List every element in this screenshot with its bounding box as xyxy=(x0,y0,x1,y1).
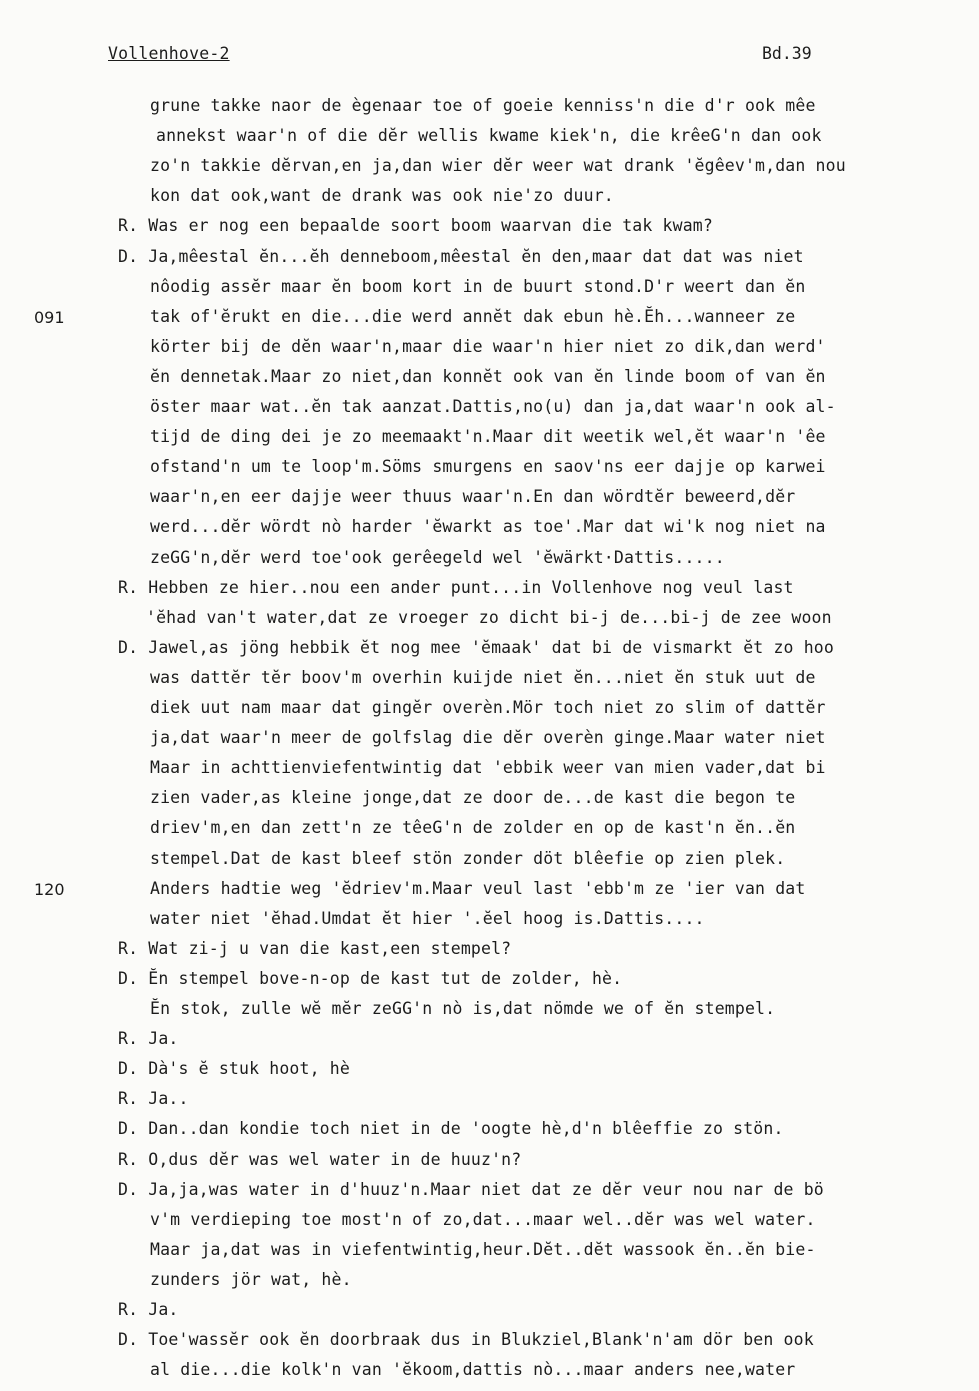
transcript-line: D. Ĕn stempel bove-n-op de kast tut de zolder, hè. xyxy=(118,968,623,988)
transcript-line: werd...dĕr wördt nò harder 'ĕwarkt as toe'.Mar dat wi'k nog niet na xyxy=(150,517,826,537)
transcript-line: nôodig assĕr maar ĕn boom kort in de buurt stond.D'r weert dan ĕn xyxy=(150,276,806,296)
transcript-line: ĕn dennetak.Maar zo niet,dan konnĕt ook van ĕn linde boom of van ĕn xyxy=(150,366,826,386)
transcript-line: zeGG'n,dĕr werd toe'ook gerêegeld wel 'ĕwärkt·Dattis..... xyxy=(150,547,725,567)
transcript-line: waar'n,en eer dajje weer thuus waar'n.En dan wördtĕr beweerd,dĕr xyxy=(150,487,796,507)
transcript-line: öster maar wat..ĕn tak aanzat.Dattis,no(u) dan ja,dat waar'n ook al- xyxy=(150,397,836,416)
transcript-line: D. Dan..dan kondie toch niet in de 'oogte hè,d'n blêeffie zo stön. xyxy=(118,1119,784,1139)
transcript-line: driev'm,en dan zett'n ze têeG'n de zolder en op de kast'n ĕn..ĕn xyxy=(150,818,796,838)
transcript-line: was dattĕr tĕr boov'm overhin kuijde niet ĕn...niet ĕn stuk uut de xyxy=(150,667,816,687)
transcript-line: R. Ja.. xyxy=(118,1089,189,1109)
margin-counter: 120 xyxy=(34,879,65,899)
transcript-line: zunders jör wat, hè. xyxy=(150,1269,352,1289)
transcript-line: 'ĕhad van't water,dat ze vroeger zo dicht bi-j de...bi-j de zee woon xyxy=(146,607,832,627)
transcript-line: D. Ja,ja,was water in d'huuz'n.Maar niet dat ze dĕr veur nou nar de bö xyxy=(118,1179,824,1199)
transcript-line: tijd de ding dei je zo meemaakt'n.Maar dit weetik wel,ĕt waar'n 'êe xyxy=(150,427,826,447)
transcript-line: al die...die kolk'n van 'ĕkoom,dattis nò...maar anders nee,water xyxy=(150,1360,796,1380)
transcript-line: stempel.Dat de kast bleef stön zonder döt blêefie op zien plek. xyxy=(150,848,786,868)
transcript-line: v'm verdieping toe most'n of zo,dat...maar wel..dĕr was wel water. xyxy=(150,1209,816,1229)
transcript-line: D. Toe'wassĕr ook ĕn doorbraak dus in Blukziel,Blank'n'am dör ben ook xyxy=(118,1330,814,1350)
transcript-line: R. Ja. xyxy=(118,1029,179,1049)
transcript-line: D. Ja,mêestal ĕn...ĕh denneboom,mêestal ĕn den,maar dat dat was niet xyxy=(118,246,804,266)
transcript-line: grune takke naor de ègenaar toe of goeie kenniss'n die d'r ook mêe xyxy=(150,96,816,115)
transcript-line: R. Ja. xyxy=(118,1300,179,1319)
transcript-line: ofstand'n um te loop'm.Söms smurgens en saov'ns eer dajje op karwei xyxy=(150,457,826,477)
transcript-line: ja,dat waar'n meer de golfslag die dĕr overèn ginge.Maar water niet xyxy=(150,728,826,748)
tape-number: Bd.39 xyxy=(762,44,812,63)
transcript-line: R. Hebben ze hier..nou een ander punt...in Vollenhove nog veul last xyxy=(118,577,794,597)
transcript-line: Maar in achttienviefentwintig dat 'ebbik weer van mien vader,dat bi xyxy=(150,758,826,778)
transcript-line: Maar ja,dat was in viefentwintig,heur.Dĕt..dĕt wassook ĕn..ĕn bie- xyxy=(150,1239,816,1259)
transcript-line: Anders hadtie weg 'ĕdriev'm.Maar veul last 'ebb'm ze 'ier van dat xyxy=(150,878,806,898)
transcript-line: diek uut nam maar dat gingĕr overèn.Mör toch niet zo slim of dattĕr xyxy=(150,698,826,717)
transcript-line: zien vader,as kleine jonge,dat ze door de...de kast die begon te xyxy=(150,788,796,808)
transcript-line: R. Wat zi-j u van die kast,een stempel? xyxy=(118,938,512,958)
transcript-line: zo'n takkie dĕrvan,en ja,dan wier dĕr weer wat drank 'ĕgêev'm,dan nou xyxy=(150,156,846,176)
margin-counter: 091 xyxy=(34,307,65,327)
transcript-line: R. Was er nog een bepaalde soort boom waarvan die tak kwam? xyxy=(118,216,713,236)
transcript-line: tak of'ĕrukt en die...die werd annĕt dak ebun hè.Ĕh...wanneer ze xyxy=(150,306,796,326)
transcript-line: körter bij de dĕn waar'n,maar die waar'n hier niet zo dik,dan werd' xyxy=(150,336,826,356)
transcript-line: annekst waar'n of die dĕr wellis kwame kiek'n, die krêeG'n dan ook xyxy=(156,126,822,146)
transcript-line: D. Dà's ĕ stuk hoot, hè xyxy=(118,1059,350,1079)
transcript-line: D. Jawel,as jöng hebbik ĕt nog mee 'ĕmaak' dat bi de vismarkt ĕt zo hoo xyxy=(118,637,834,657)
transcript-line: Ĕn stok, zulle wĕ mĕr zeGG'n nò is,dat nömde we of ĕn stempel. xyxy=(150,999,776,1018)
transcript-line: kon dat ook,want de drank was ook nie'zo duur. xyxy=(150,186,614,206)
document-title: Vollenhove-2 xyxy=(108,44,230,63)
transcript-line: R. O,dus dĕr was wel water in de huuz'n? xyxy=(118,1149,522,1169)
transcript-line: water niet 'ĕhad.Umdat ĕt hier '.ĕel hoog is.Dattis.... xyxy=(150,908,705,928)
